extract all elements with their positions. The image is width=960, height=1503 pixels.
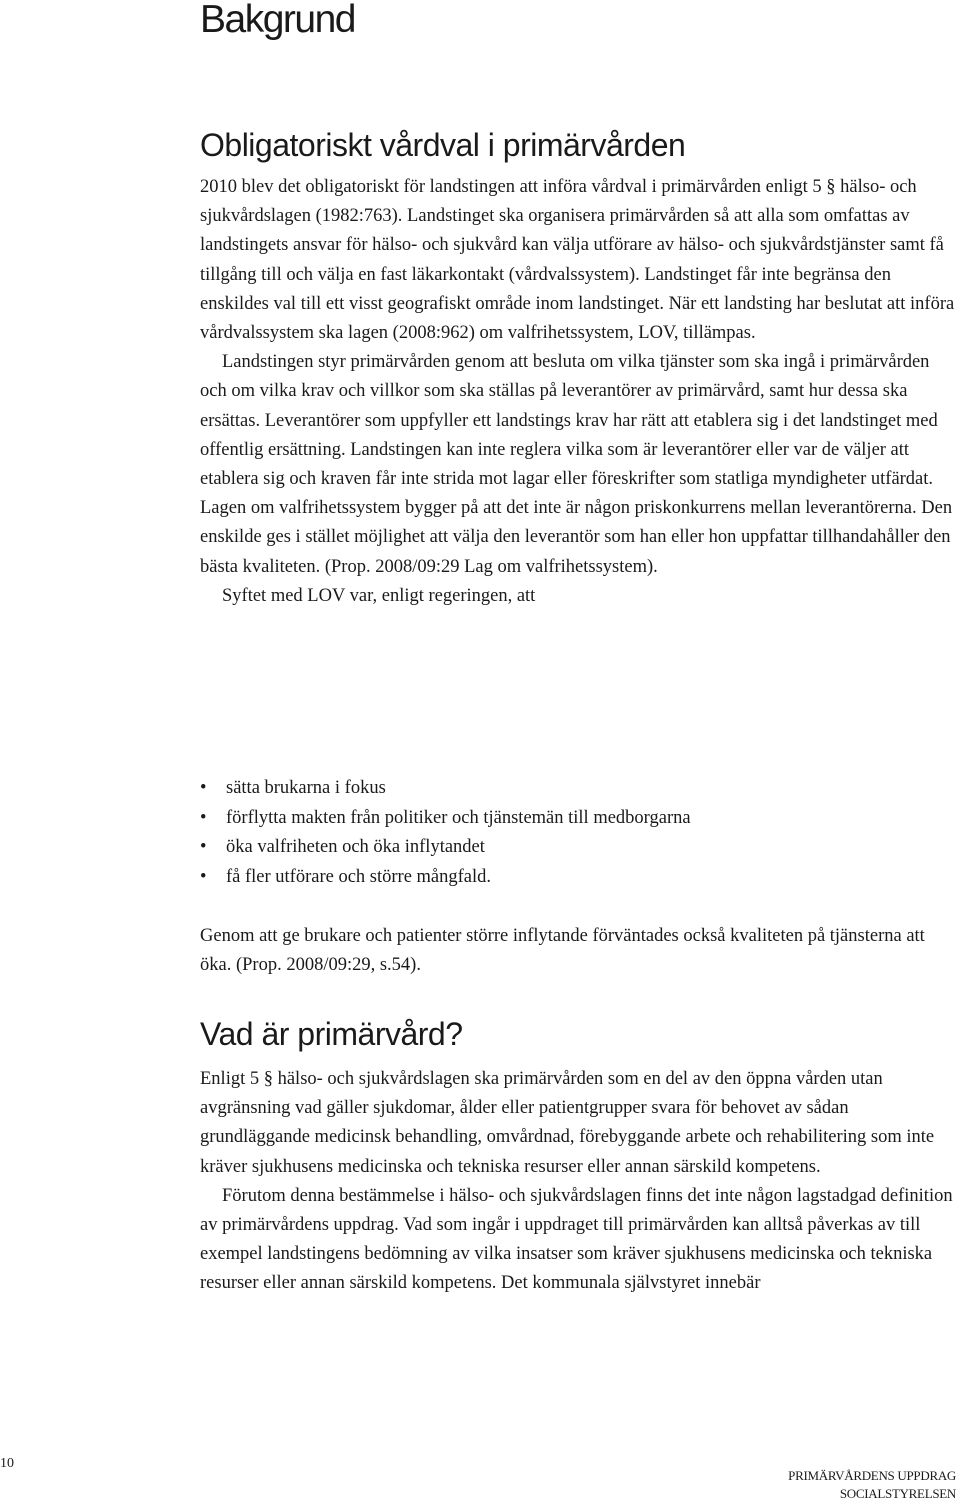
section-heading-obligatoriskt-vardval: Obligatoriskt vårdval i primärvården [200, 127, 686, 163]
section-heading-vad-ar-primarvard: Vad är primärvård? [200, 1016, 463, 1052]
list-item-text: öka valfriheten och öka inflytandet [226, 837, 485, 858]
paragraph: Landstingen styr primärvården genom att besluta om vilka tjänster som ska ingå i primärvården och om vilka krav och villkor som ska ställas på leverantörer av primärvård, samt hur dessa ska ersättas. Leverantörer som uppfyller ett landstings krav har rätt att etablera sig i det landstinget med offentlig ersättning. Landstingen kan inte reglera vilka som är leverantörer eller var de väljer att etablera sig och kraven får inte strida mot lagar eller föreskrifter som statliga myndigheter utfärdat. Lagen om valfrihetssystem bygger på att det inte är någon priskonkurrens mellan leverantörerna. Den enskilde ges i stället möjlighet att välja den leverantör som han eller hon uppfattar tillhandahåller den bästa kvaliteten. (Prop. 2008/09:29 Lag om valfrihetssystem). [200, 352, 953, 577]
paragraph: Genom att ge brukare och patienter större inflytande förväntades också kvaliteten på tjänsterna att öka. (Prop. 2008/09:29, s.54). [200, 926, 925, 976]
bullet-icon: • [200, 866, 207, 887]
paragraph: Förutom denna bestämmelse i hälso- och sjukvårdslagen finns det inte någon lagstadgad definition av primärvårdens uppdrag. Vad som ingår i uppdraget till primärvården kan alltså påverkas av till exempel landstingens bedömning av vilka insatser som kräver sjukhusens medicinska och tekniska resurser eller annan särskild kompetens. Det kommunala självstyret innebär [200, 1185, 953, 1294]
bullet-icon: • [200, 837, 207, 858]
page-number: 10 [0, 1456, 14, 1471]
section1-closing [200, 922, 956, 980]
list-item-text: förflytta makten från politiker och tjänstemän till medborgarna [226, 807, 691, 828]
paragraph: Syftet med LOV var, enligt regeringen, att [222, 585, 536, 606]
bullet-list [200, 774, 900, 892]
page-title: Bakgrund [200, 0, 355, 41]
list-item-text: sätta brukarna i fokus [226, 778, 386, 798]
paragraph: 2010 blev det obligatoriskt för landstingen att införa vårdval i primärvården enligt 5 § hälso- och sjukvårdslagen (1982:763). Landstinget ska organisera primärvården så att alla som omfattas av landstingets ansvar för hälso- och sjukvård kan välja utförare av hälso- och sjukvårdstjänster samt få tillgång till och välja en fast läkarkontakt (vårdvalssystem). Landstinget får inte begränsa den enskildes val till ett visst geografiskt område inom landstinget. När ett landsting har beslutat att införa vårdvalssystem ska lagen (2008:962) om valfrihetssystem, LOV, tillämpas. [200, 177, 955, 344]
list-item [200, 833, 900, 863]
section1-body [200, 173, 956, 611]
publisher: SOCIALSTYRELSEN [839, 1486, 956, 1501]
list-item [200, 804, 900, 834]
list-item [200, 863, 900, 893]
report-title: PRIMÄRVÅRDENS UPPDRAG [788, 1468, 956, 1483]
list-item-text: få fler utförare och större mångfald. [226, 866, 492, 887]
bullet-icon: • [200, 778, 207, 798]
list-item [200, 774, 900, 804]
section2-body [200, 1065, 956, 1299]
bullet-icon: • [200, 807, 207, 828]
paragraph: Enligt 5 § hälso- och sjukvårdslagen ska primärvården som en del av den öppna vården utan avgränsning vad gäller sjukdomar, ålder eller patientgrupper svara för behovet av sådan grundläggande medicinsk behandling, omvårdnad, förebyggande arbete och rehabilitering som inte kräver sjukhusens medicinska och tekniska resurser eller annan särskild kompetens. [200, 1069, 935, 1177]
running-footer [788, 1467, 956, 1503]
